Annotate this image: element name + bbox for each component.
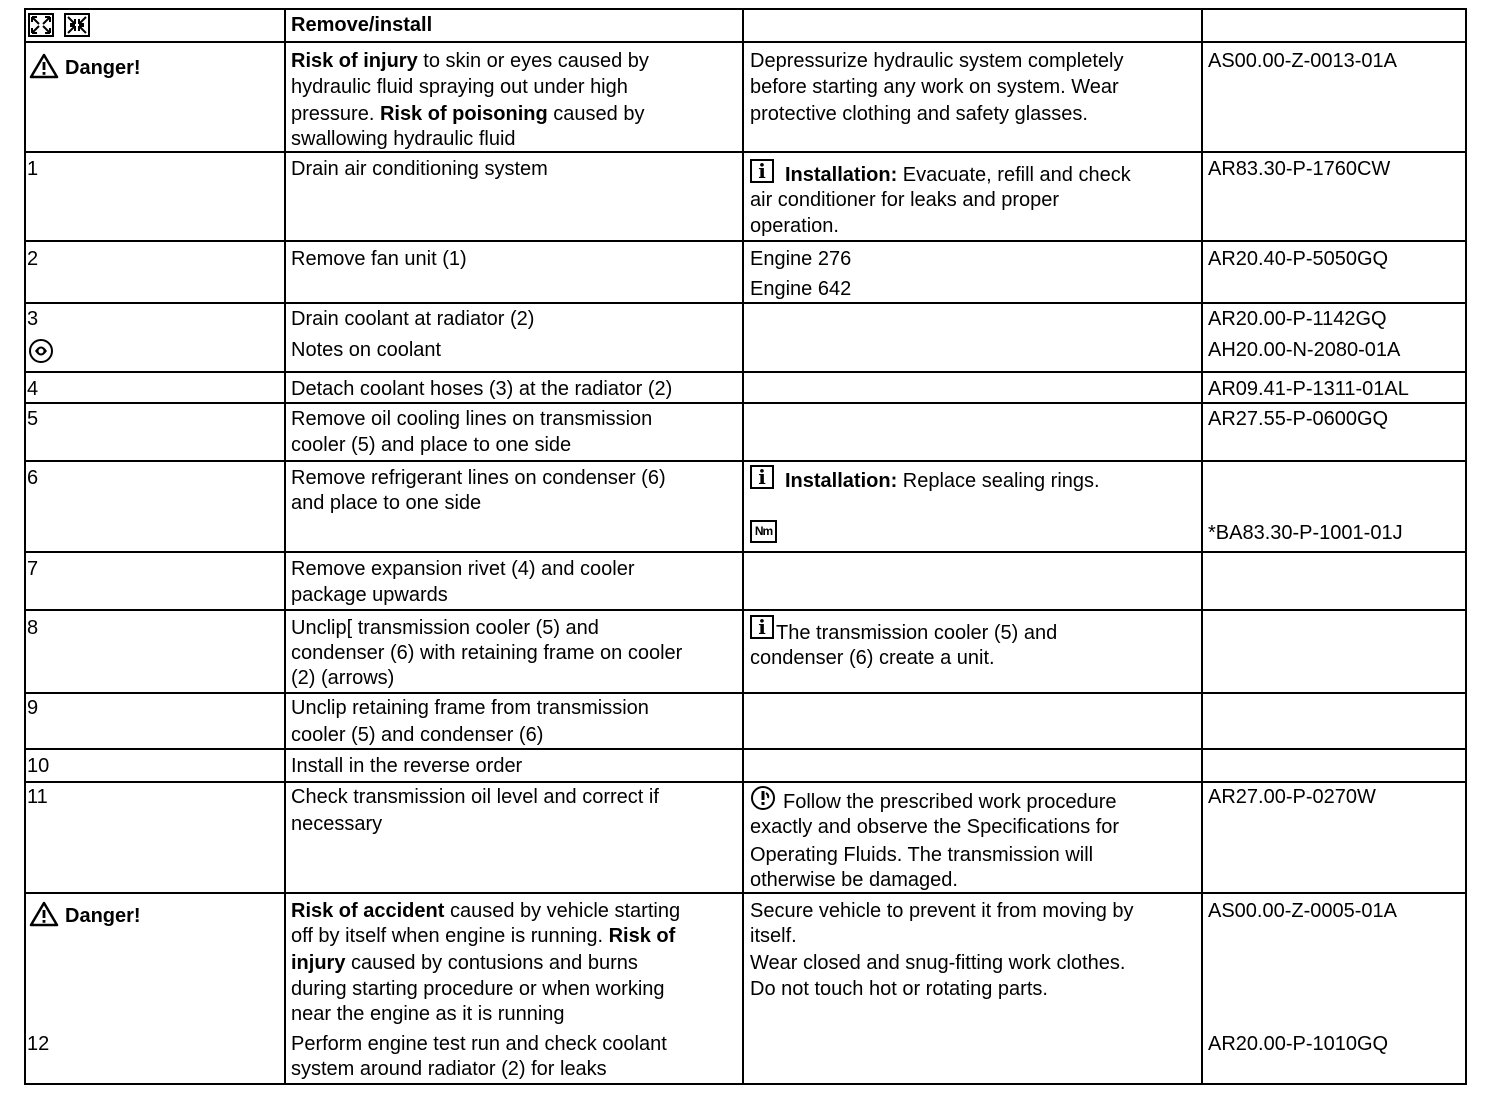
danger-description: injury caused by contusions and burns	[291, 952, 638, 974]
step-note: exactly and observe the Specifications for	[750, 816, 1120, 838]
step-number: 11	[27, 786, 48, 808]
row-divider	[24, 151, 1467, 153]
info-icon: i	[750, 615, 774, 639]
row-divider	[24, 609, 1467, 611]
step-description: Remove refrigerant lines on condenser (6)	[291, 467, 666, 489]
reference-link[interactable]: AR20.40-P-5050GQ	[1208, 248, 1389, 270]
danger-label: Danger!	[65, 905, 141, 927]
reference-link[interactable]: AR20.00-P-1010GQ	[1208, 1033, 1389, 1055]
table-border	[24, 8, 26, 1085]
step-note: otherwise be damaged.	[750, 869, 958, 891]
step-number: 2	[27, 248, 39, 270]
step-description: Drain coolant at radiator (2)	[291, 308, 535, 330]
danger-description: near the engine as it is running	[291, 1003, 565, 1025]
warning-triangle-icon	[29, 901, 59, 927]
step-number: 1	[27, 158, 39, 180]
expand-icon[interactable]	[28, 13, 54, 37]
step-number: 10	[27, 755, 50, 777]
row-divider	[24, 692, 1467, 694]
danger-label: Danger!	[65, 57, 141, 79]
row-divider	[24, 1083, 1467, 1085]
table-border	[1465, 8, 1467, 1085]
note-icon	[28, 338, 54, 364]
danger-description: during starting procedure or when working	[291, 978, 665, 1000]
danger-description: off by itself when engine is running. Risk of	[291, 925, 676, 947]
reference-link[interactable]: AR83.30-P-1760CW	[1208, 158, 1391, 180]
row-divider	[24, 302, 1467, 304]
step-number: 9	[27, 697, 39, 719]
step-number: 4	[27, 378, 39, 400]
step-note: Follow the prescribed work procedure	[783, 791, 1117, 813]
step-number: 3	[27, 308, 39, 330]
reference-link[interactable]: AH20.00-N-2080-01A	[1208, 339, 1401, 361]
danger-note: Secure vehicle to prevent it from moving by	[750, 900, 1134, 922]
danger-description: swallowing hydraulic fluid	[291, 128, 516, 150]
warning-triangle-icon	[29, 53, 59, 79]
info-icon: i	[750, 159, 774, 183]
danger-note: itself.	[750, 925, 797, 947]
step-description: package upwards	[291, 584, 448, 606]
row-divider	[24, 892, 1467, 894]
step-note: Engine 642	[750, 278, 852, 300]
step-description: Remove expansion rivet (4) and cooler	[291, 558, 635, 580]
step-description: cooler (5) and place to one side	[291, 434, 572, 456]
step-description: system around radiator (2) for leaks	[291, 1058, 607, 1080]
danger-note: before starting any work on system. Wear	[750, 76, 1119, 98]
reference-link[interactable]: *BA83.30-P-1001-01J	[1208, 522, 1403, 544]
table-border	[284, 8, 286, 1085]
table-border	[1201, 8, 1203, 1085]
step-description: and place to one side	[291, 492, 482, 514]
danger-note: Wear closed and snug-fitting work clothes.	[750, 952, 1126, 974]
reference-link[interactable]: AR27.00-P-0270W	[1208, 786, 1376, 808]
row-divider	[24, 8, 1467, 10]
reference-link[interactable]: AS00.00-Z-0005-01A	[1208, 900, 1398, 922]
row-divider	[24, 748, 1467, 750]
danger-note: Do not touch hot or rotating parts.	[750, 978, 1048, 1000]
danger-note: protective clothing and safety glasses.	[750, 103, 1088, 125]
step-description: necessary	[291, 813, 383, 835]
row-divider	[24, 371, 1467, 373]
collapse-icon[interactable]	[64, 13, 90, 37]
header-title: Remove/install	[291, 14, 433, 36]
step-description: Install in the reverse order	[291, 755, 523, 777]
danger-note: Depressurize hydraulic system completely	[750, 50, 1124, 72]
info-icon: i	[750, 465, 774, 489]
step-description: Remove oil cooling lines on transmission	[291, 408, 653, 430]
step-description: condenser (6) with retaining frame on cooler	[291, 642, 683, 664]
reference-link[interactable]: AR20.00-P-1142GQ	[1208, 308, 1387, 330]
step-number: 12	[27, 1033, 50, 1055]
step-description: (2) (arrows)	[291, 667, 395, 689]
row-divider	[24, 402, 1467, 404]
reference-link[interactable]: AR09.41-P-1311-01AL	[1208, 378, 1409, 400]
step-description: Check transmission oil level and correct if	[291, 786, 659, 808]
step-description: Perform engine test run and check coolant	[291, 1033, 667, 1055]
step-number: 8	[27, 617, 39, 639]
step-note: Installation: Evacuate, refill and check	[785, 164, 1131, 186]
attention-icon	[750, 785, 776, 811]
step-description: cooler (5) and condenser (6)	[291, 724, 544, 746]
step-description: Drain air conditioning system	[291, 158, 548, 180]
danger-description: hydraulic fluid spraying out under high	[291, 76, 628, 98]
step-description: Detach coolant hoses (3) at the radiator (2)	[291, 378, 673, 400]
row-divider	[24, 41, 1467, 43]
step-note: Installation: Replace sealing rings.	[785, 470, 1100, 492]
reference-link[interactable]: AS00.00-Z-0013-01A	[1208, 50, 1398, 72]
row-divider	[24, 240, 1467, 242]
row-divider	[24, 460, 1467, 462]
step-number: 7	[27, 558, 39, 580]
step-number: 5	[27, 408, 39, 430]
danger-description: Risk of injury to skin or eyes caused by	[291, 50, 649, 72]
step-note: Engine 276	[750, 248, 852, 270]
step-note: Operating Fluids. The transmission will	[750, 844, 1094, 866]
torque-icon: Nm	[750, 520, 777, 543]
step-description: Remove fan unit (1)	[291, 248, 467, 270]
step-description: Unclip retaining frame from transmission	[291, 697, 649, 719]
step-note: operation.	[750, 215, 839, 237]
danger-description: Risk of accident caused by vehicle starting	[291, 900, 681, 922]
table-border	[742, 8, 744, 1085]
step-note: condenser (6) create a unit.	[750, 647, 995, 669]
step-note: air conditioner for leaks and proper	[750, 189, 1060, 211]
reference-link[interactable]: AR27.55-P-0600GQ	[1208, 408, 1389, 430]
danger-description: pressure. Risk of poisoning caused by	[291, 103, 645, 125]
row-divider	[24, 551, 1467, 553]
row-divider	[24, 781, 1467, 783]
step-description: Unclip[ transmission cooler (5) and	[291, 617, 599, 639]
step-description: Notes on coolant	[291, 339, 442, 361]
step-number: 6	[27, 467, 39, 489]
step-note: The transmission cooler (5) and	[776, 622, 1058, 644]
